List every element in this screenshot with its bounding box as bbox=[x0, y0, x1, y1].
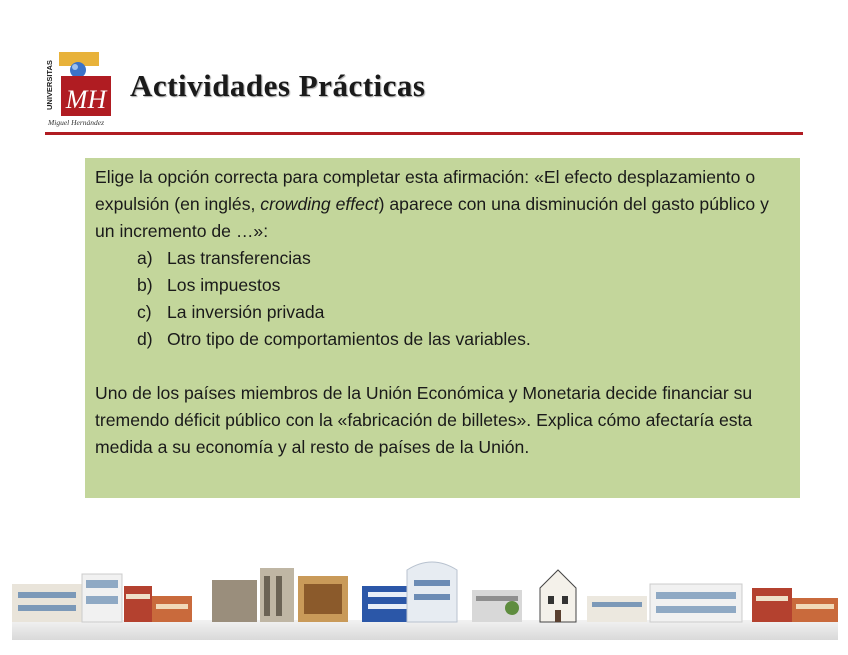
exercise-2-prompt: Uno de los países miembros de la Unión Económica y Monetaria decide financiar su tremendo déficit público con la «fabricación de billetes». Explica cómo afectaría esta medida a su economía y al resto de países de la Unión. bbox=[95, 383, 753, 457]
campus-buildings-illustration bbox=[12, 550, 838, 640]
slide-header bbox=[45, 48, 805, 128]
page-title: Actividades Prácticas bbox=[130, 68, 426, 103]
building-group-1 bbox=[12, 574, 122, 622]
option-c: c) La inversión privada bbox=[137, 302, 325, 322]
logo-caption: Miguel Hernández bbox=[48, 118, 105, 127]
university-logo bbox=[45, 48, 119, 128]
building-group-7 bbox=[752, 588, 838, 622]
title-divider bbox=[45, 132, 803, 135]
option-a: a) Las transferencias bbox=[137, 248, 311, 268]
building-group-3 bbox=[212, 568, 348, 622]
logo-vertical-text: UNIVERSITAS bbox=[45, 60, 54, 110]
building-group-4 bbox=[362, 562, 457, 622]
building-group-5 bbox=[472, 570, 576, 622]
exercise-1-prompt: Elige la opción correcta para completar esta afirmación: «El efecto desplazamiento o expulsión (en inglés, crowding effect) aparece con una disminución del gasto público y un incremento de …»: bbox=[95, 167, 769, 241]
crowding-effect-term: crowding effect bbox=[260, 194, 379, 214]
building-group-6 bbox=[587, 584, 742, 622]
answer-options bbox=[95, 245, 790, 353]
option-d: d) Otro tipo de comportamientos de las variables. bbox=[137, 329, 531, 349]
exercise-panel bbox=[85, 158, 800, 498]
logo-monogram: MH bbox=[65, 85, 107, 114]
building-group-2 bbox=[124, 586, 192, 622]
option-b: b) Los impuestos bbox=[137, 275, 281, 295]
